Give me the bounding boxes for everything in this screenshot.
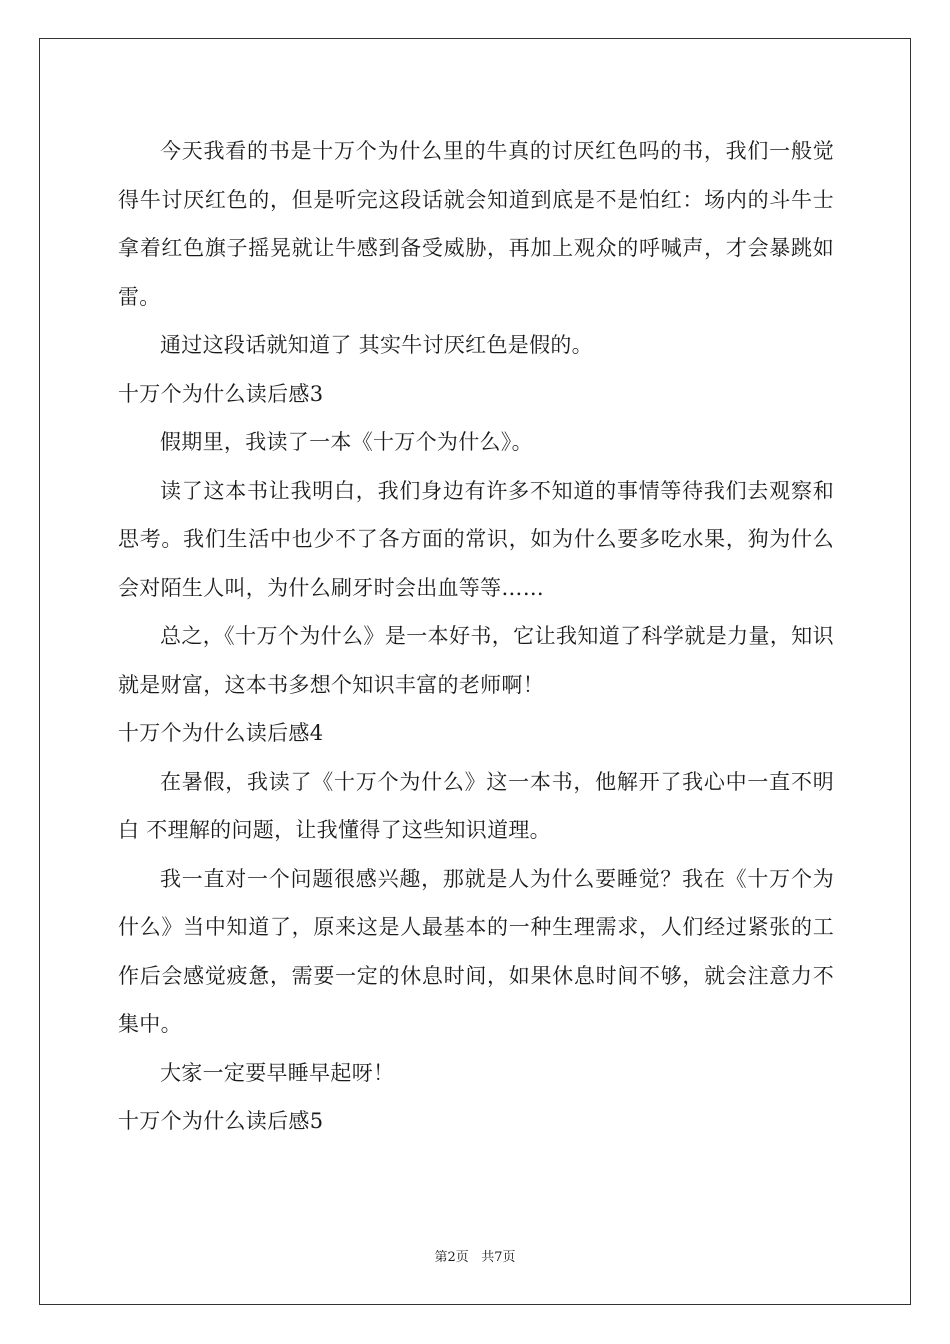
section-heading-4: 十万个为什么读后感4 [118,721,324,745]
section-heading-3: 十万个为什么读后感3 [118,381,324,406]
paragraph-3: 假期里，我读了一本《十万个为什么》。 [160,430,533,454]
document-body [118,127,834,1146]
paragraph-2: 通过这段话就知道了 其实牛讨厌红色是假的。 [160,333,593,357]
paragraph-6: 在暑假，我读了《十万个为什么》这一本书，他解开了我心中一直不明白 不理解的问题，让我懂得了这些知识道理。 [118,769,834,842]
paragraph-7: 我一直对一个问题很感兴趣，那就是人为什么要睡觉？我在《十万个为什么》当中知道了，原来这是人最基本的一种生理需求，人们经过紧张的工作后会感觉疲惫，需要一定的休息时间，如果休息时间不够，就会注意力不集中。 [118,866,834,1036]
paragraph-8: 大家一定要早睡早起呀！ [160,1060,395,1085]
paragraph-1: 今天我看的书是十万个为什么里的牛真的讨厌红色吗的书，我们一般觉得牛讨厌红色的，但是听完这段话就会知道到底是不是怕红：场内的斗牛士拿着红色旗子摇晃就让牛感到备受威胁，再加上观众的呼喊声，才会暴跳如雷。 [118,139,834,309]
paragraph-5: 总之，《十万个为什么》是一本好书，它让我知道了科学就是力量，知识就是财富，这本书多想个知识丰富的老师啊！ [118,624,834,697]
page-number: 第2页 [434,1250,469,1265]
paragraph-4: 读了这本书让我明白，我们身边有许多不知道的事情等待我们去观察和思考。我们生活中也少不了各方面的常识，如为什么要多吃水果，狗为什么会对陌生人叫，为什么刷牙时会出血等等…… [118,478,834,600]
page-footer [0,1246,950,1265]
section-heading-5: 十万个为什么读后感5 [118,1109,324,1133]
page-total: 共7页 [481,1250,516,1265]
